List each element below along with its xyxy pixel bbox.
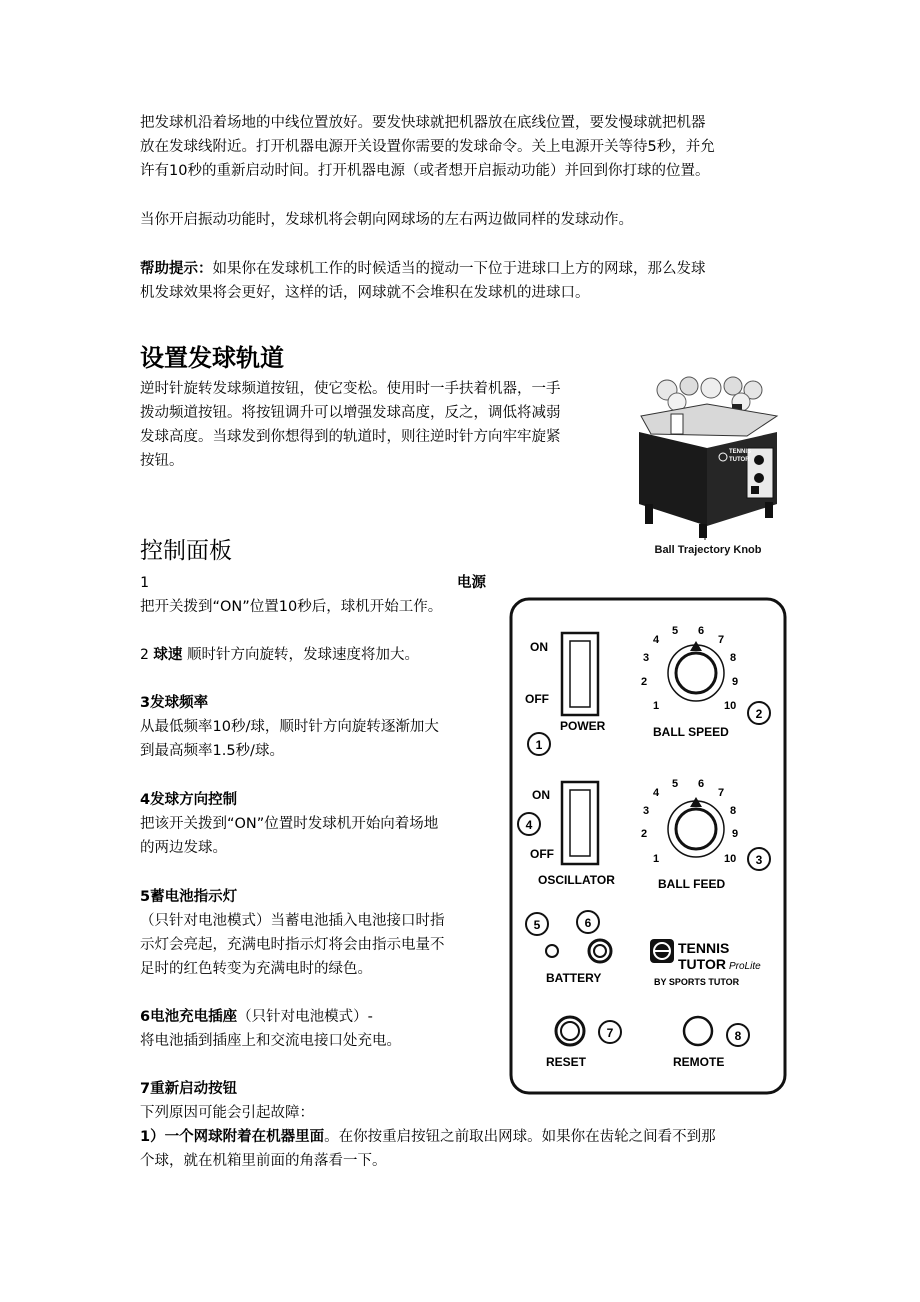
logo-tutor: TUTOR [678, 956, 726, 972]
remote-port[interactable] [684, 1017, 712, 1045]
reset-label: RESET [546, 1055, 587, 1069]
item-5-line: 足时的红色转变为充满电时的绿色。 [140, 961, 372, 977]
ball-speed-num-7: 7 [718, 634, 725, 646]
item-6 [140, 1005, 401, 1053]
trajectory-line: 拨动频道按钮。将按钮调升可以增强发球高度，反之，调低将减弱 [140, 405, 561, 421]
callout-7-number: 7 [606, 1026, 614, 1040]
power-off-label: OFF [525, 692, 549, 706]
ball-feed-num-3: 3 [643, 805, 650, 817]
logo-model: ProLite [729, 961, 761, 972]
item-5 [140, 885, 445, 981]
photo-brand-1: TENNIS [729, 449, 752, 455]
help-tip [140, 257, 706, 305]
item-4-label: 4发球方向控制 [140, 792, 238, 808]
ball-speed-num-5: 5 [672, 625, 679, 637]
ball-speed-num-2: 2 [641, 676, 648, 688]
callout-5-number: 5 [533, 918, 541, 932]
item-3 [140, 691, 439, 763]
trajectory-paragraph [140, 377, 561, 473]
logo-tennis: TENNIS [678, 940, 730, 956]
help-tip-label: 帮助提示： [140, 261, 213, 277]
item-5-line: 示灯会亮起，充满电时指示灯将会由指示电量不 [140, 937, 445, 953]
intro-paragraph-2: 当你开启振动功能时，发球机将会朝向网球场的左右两边做同样的发球动作。 [140, 212, 633, 228]
ball-speed-num-3: 3 [643, 652, 650, 664]
callout-2-number: 2 [755, 707, 763, 721]
item-6-label: 6电池充电插座 [140, 1009, 238, 1025]
item-7-label: 7重新启动按钮 [140, 1081, 238, 1097]
ball-feed-num-9: 9 [732, 828, 739, 840]
ball-feed-num-2: 2 [641, 828, 648, 840]
item-6-suffix: （只针对电池模式）- [237, 1009, 373, 1025]
item-3-line: 到最高频率1.5秒/球。 [140, 743, 284, 759]
trajectory-heading: 设置发球轨道 [140, 344, 284, 372]
ball-feed-knob[interactable] [676, 809, 716, 849]
intro-line: 把发球机沿着场地的中线位置放好。要发快球就把机器放在底线位置，要发慢球就把机器 [140, 115, 706, 131]
oscillator-label: OSCILLATOR [538, 873, 615, 887]
item-3-label: 3发球频率 [140, 695, 209, 711]
control-panel-heading: 控制面板 [140, 538, 232, 564]
battery-label: BATTERY [546, 971, 602, 985]
item-2 [140, 643, 419, 667]
logo-by-line: BY SPORTS TUTOR [654, 977, 740, 987]
ball-speed-label: BALL SPEED [653, 725, 729, 739]
ball-speed-num-4: 4 [653, 634, 660, 646]
item-1 [140, 571, 486, 619]
item-7-bold: 1）一个网球附着在机器里面 [140, 1129, 325, 1145]
item-2-label: 球速 [153, 647, 183, 663]
trajectory-line: 按钮。 [140, 453, 184, 469]
callout-8-number: 8 [734, 1029, 742, 1043]
trajectory-line: 逆时针旋转发球频道按钮，使它变松。使用时一手扶着机器，一手 [140, 381, 561, 397]
ball-feed-num-8: 8 [730, 805, 737, 817]
intro-line: 许有10秒的重新启动时间。打开机器电源（或者想开启振动功能）并回到你打球的位置。 [140, 163, 710, 179]
callout-1-number: 1 [535, 738, 543, 752]
remote-label: REMOTE [673, 1055, 725, 1069]
ball-speed-num-1: 1 [653, 700, 660, 712]
oscillator-off-label: OFF [530, 847, 554, 861]
ball-feed-num-6: 6 [698, 778, 705, 790]
callout-3-number: 3 [755, 853, 763, 867]
item-1-text: 把开关拨到“ON”位置10秒后，球机开始工作。 [140, 599, 443, 615]
ball-feed-num-1: 1 [653, 853, 660, 865]
intro-line: 放在发球线附近。打开机器电源开关设置你需要的发球命令。关上电源开关等待5秒，并允 [140, 139, 715, 155]
item-3-line: 从最低频率10秒/球，顺时针方向旋转逐渐加大 [140, 719, 439, 735]
item-4-line: 把该开关拨到“ON”位置时发球机开始向着场地 [140, 816, 439, 832]
ball-speed-num-8: 8 [730, 652, 737, 664]
battery-charge-socket-inner [594, 945, 606, 957]
intro-paragraph-1 [140, 111, 715, 183]
item-7-rest: 。在你按重启按钮之前取出网球。如果你在齿轮之间看不到那 [324, 1129, 716, 1145]
item-1-label: 电源 [457, 575, 486, 591]
item-7-line: 下列原因可能会引起故障： [140, 1105, 314, 1121]
ball-machine-photo [637, 376, 780, 564]
power-label: POWER [560, 719, 606, 733]
ball-feed-num-10: 10 [724, 853, 737, 865]
item-2-number: 2 [140, 647, 149, 663]
ball-feed-num-4: 4 [653, 787, 660, 799]
panel-frame [511, 599, 785, 1093]
ball-feed-label: BALL FEED [658, 877, 726, 891]
ball-speed-num-9: 9 [732, 676, 739, 688]
control-panel-diagram [508, 596, 788, 1096]
power-on-label: ON [530, 640, 548, 654]
item-5-label: 5蓄电池指示灯 [140, 889, 238, 905]
callout-6-number: 6 [584, 916, 592, 930]
item-4-line: 的两边发球。 [140, 840, 227, 856]
trajectory-line: 发球高度。当球发到你想得到的轨道时，则往逆时针方向牢牢旋紧 [140, 429, 561, 445]
ball-speed-num-10: 10 [724, 700, 737, 712]
ball-speed-knob[interactable] [676, 653, 716, 693]
ball-feed-num-7: 7 [718, 787, 725, 799]
item-1-number: 1 [140, 575, 149, 591]
power-switch-toggle[interactable] [570, 641, 590, 707]
help-tip-text: 如果你在发球机工作的时候适当的搅动一下位于进球口上方的网球，那么发球 [212, 261, 706, 277]
item-6-line: 将电池插到插座上和交流电接口处充电。 [140, 1033, 401, 1049]
ball-speed-num-6: 6 [698, 625, 705, 637]
photo-brand-2: TUTOR [729, 457, 750, 463]
battery-indicator-light [546, 945, 558, 957]
item-4 [140, 788, 438, 860]
callout-4-number: 4 [525, 818, 533, 832]
oscillator-switch-toggle[interactable] [570, 790, 590, 856]
item-2-text: 顺时针方向旋转，发球速度将加大。 [186, 647, 419, 663]
photo-caption: Ball Trajectory Knob [654, 544, 762, 556]
item-5-line: （只针对电池模式）当蓄电池插入电池接口时指 [140, 913, 445, 929]
ball-feed-num-5: 5 [672, 778, 679, 790]
oscillator-on-label: ON [532, 788, 550, 802]
help-tip-text-2: 机发球效果将会更好，这样的话，网球就不会堆积在发球机的进球口。 [140, 285, 590, 301]
reset-button-inner [561, 1022, 579, 1040]
item-7-line: 个球，就在机箱里前面的角落看一下。 [140, 1153, 387, 1169]
